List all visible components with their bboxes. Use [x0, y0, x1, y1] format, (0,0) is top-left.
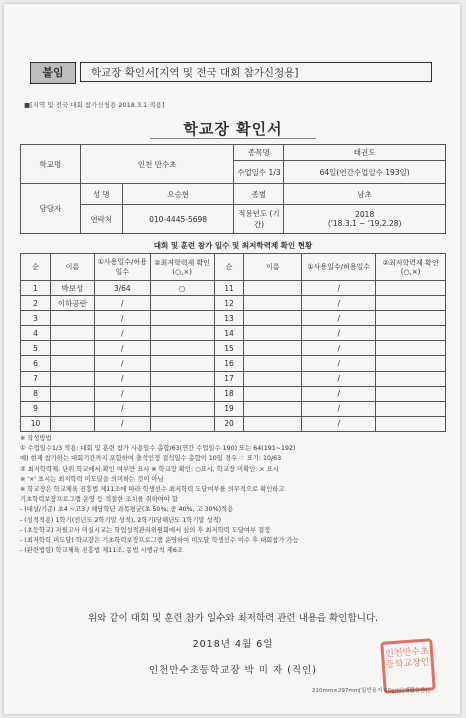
cell-name: [244, 386, 302, 401]
days-value: 64일(연간수업일수 193일): [284, 161, 446, 184]
days-label: 수업일수 1/3: [234, 161, 284, 184]
year-label: 적용년도 (기간): [234, 205, 284, 234]
cell-no: 14: [214, 326, 244, 341]
cell-no: 19: [214, 401, 244, 416]
table-row: [21, 311, 446, 326]
cell-no: 13: [214, 311, 244, 326]
cell-no: 4: [21, 326, 51, 341]
cell-no: 17: [214, 371, 244, 386]
cell-name: 박보성: [50, 281, 94, 296]
note-line: ※ '×' 표시는 최저학력 미도달을 의미하는 것이 아님: [20, 475, 164, 483]
cell-no: 9: [21, 401, 51, 416]
cell-days: /: [94, 356, 150, 371]
cell-name: [244, 371, 302, 386]
status-table: [20, 253, 446, 432]
note-line: - (대상/기준) 초4 ~고3 / 해당학년 과목평균(초 50%, 중 40%, 고 30%)적용: [20, 506, 234, 514]
cell-name: [244, 311, 302, 326]
col-days: ①사용일수/허용일수: [302, 254, 376, 281]
cell-name: [50, 401, 94, 416]
cell-no: 3: [21, 311, 51, 326]
col-academic: ②최저학력제 확인(○,×): [150, 254, 214, 281]
form-subtitle: ■[지역 및 전국 대회 참가신청용 2018.3.1 적용]: [24, 101, 165, 109]
table-row: [21, 371, 446, 386]
school-value: 인천 만수초: [80, 145, 234, 184]
type-value: 남초: [284, 184, 446, 205]
cell-academic: [376, 356, 446, 371]
cell-academic: [150, 296, 214, 311]
cell-academic: [376, 311, 446, 326]
cell-no: 6: [21, 356, 51, 371]
cell-days: /: [302, 401, 376, 416]
col-academic: ②최저학력제 확인(○,×): [376, 254, 446, 281]
title-underline: [150, 138, 316, 139]
cell-academic: [376, 281, 446, 296]
cell-name: [244, 356, 302, 371]
col-no: 순: [214, 254, 244, 281]
cell-no: 16: [214, 356, 244, 371]
cell-academic: [376, 371, 446, 386]
year-value: 2018: [355, 210, 375, 219]
year-cell: [284, 205, 446, 234]
cell-days: /: [94, 326, 150, 341]
col-days: ①사용일수/허용일수: [94, 254, 150, 281]
cell-no: 2: [21, 296, 51, 311]
cell-name: [244, 416, 302, 431]
confirmation-text: 위와 같이 대회 및 훈련 참가 일수와 최저학력 관련 내용을 확인합니다.: [87, 613, 379, 624]
official-seal-stamp: 인천만수초등학교장인: [380, 638, 436, 694]
year-period: ('18.3.1 ~ '19.2.28): [327, 219, 402, 228]
note-line: - (관련법령) 학교체육 진흥법 제11조, 동법 시행규칙 제6조: [20, 547, 183, 555]
manager-label: 담당자: [21, 184, 81, 234]
col-no: 순: [21, 254, 51, 281]
cell-no: 15: [214, 341, 244, 356]
cell-days: /: [302, 326, 376, 341]
type-label: 종별: [234, 184, 284, 205]
cell-no: 20: [214, 416, 244, 431]
cell-academic: [150, 311, 214, 326]
cell-no: 12: [214, 296, 244, 311]
table-row: [21, 416, 446, 431]
cell-days: /: [94, 296, 150, 311]
cell-days: /: [302, 281, 376, 296]
cell-name: [244, 341, 302, 356]
cell-academic: [376, 326, 446, 341]
cell-name: [244, 281, 302, 296]
contact-label: 연락처: [80, 205, 122, 234]
cell-academic: [376, 416, 446, 431]
table-row: [21, 296, 446, 311]
cell-name: [50, 416, 94, 431]
date-text: 2018년 4월 6일: [192, 639, 274, 650]
cell-academic: [376, 401, 446, 416]
cell-days: /: [302, 311, 376, 326]
instructions: [20, 434, 450, 556]
document-title: 학교장 확인서: [183, 120, 283, 138]
header-title-box: 학교장 확인서[지역 및 전국 대회 참가신청용]: [80, 62, 432, 82]
cell-academic: [150, 326, 214, 341]
note-line: - (성적적용) 1학기(전년도 2학기말 성적), 2학기(당해년도 1학기말 성적): [20, 516, 222, 524]
section-title: 대회 및 훈련 참가 일수 및 최저학력제 확인 현황: [153, 241, 313, 250]
cell-name: [50, 386, 94, 401]
cell-days: /: [302, 356, 376, 371]
col-name: 이름: [50, 254, 94, 281]
cell-days: /: [94, 341, 150, 356]
note-line: - (최저학력 미도달) 학교장은 기초학력보장프로그램 운영하여 미도달 학생선수 이수 후 대회참가 가능: [20, 537, 299, 545]
cell-days: 3/64: [94, 281, 150, 296]
table-row: [21, 341, 446, 356]
cell-no: 5: [21, 341, 51, 356]
note-line: - (초등학교) 지필고사 미실시교는 학업성적관리위원회에서 심의 후 최저학력 도달여부 결정: [20, 526, 271, 534]
school-label: 학교명: [21, 145, 81, 184]
cell-no: 1: [21, 281, 51, 296]
cell-name: [50, 341, 94, 356]
cell-name: [50, 371, 94, 386]
col-name: 이름: [244, 254, 302, 281]
table-row: [21, 326, 446, 341]
table-row: [21, 281, 446, 296]
note-line: 예) 현재 참가하는 대회기간까지 포함하여 출석인정 결석일수 총합이 10일 경우 ☞ 표기: 10/63: [20, 455, 282, 463]
cell-academic: [150, 401, 214, 416]
note-line: ② 최저학력제: 단위 학교에서 확인 여부만 표시 ※ 학교장 확인: ○표시, 학교장 미확인: × 표시: [20, 465, 279, 473]
cell-name: [50, 356, 94, 371]
table-row: [21, 386, 446, 401]
cell-name: [50, 326, 94, 341]
cell-days: /: [94, 401, 150, 416]
cell-name: 이하공란: [50, 296, 94, 311]
cell-days: /: [302, 416, 376, 431]
cell-no: 18: [214, 386, 244, 401]
cell-academic: [150, 341, 214, 356]
table-row: [21, 401, 446, 416]
cell-academic: [150, 416, 214, 431]
cell-days: /: [94, 386, 150, 401]
cell-name: [50, 311, 94, 326]
name-value: 오승현: [122, 184, 234, 205]
event-value: 태권도: [284, 145, 446, 161]
cell-name: [244, 401, 302, 416]
cell-name: [244, 326, 302, 341]
table-row: [21, 356, 446, 371]
cell-academic: [150, 386, 214, 401]
cell-academic: [376, 386, 446, 401]
cell-academic: [150, 356, 214, 371]
cell-days: /: [94, 371, 150, 386]
contact-value: 010-4445-5698: [122, 205, 234, 234]
note-line: ① 수업일수1/3 적용: 대회 및 훈련 참가 사용일수 총합/63(연간 수업일수 190) 또는 64(191~192): [20, 445, 296, 453]
name-label: 성 명: [80, 184, 122, 205]
cell-no: 8: [21, 386, 51, 401]
event-label: 종목명: [234, 145, 284, 161]
cell-days: /: [302, 296, 376, 311]
cell-name: [244, 296, 302, 311]
paper-spec: 210mm×297mm[일반용지 60g/㎡(재활용품)]: [312, 688, 430, 694]
cell-academic: [150, 371, 214, 386]
cell-no: 11: [214, 281, 244, 296]
cell-days: /: [94, 416, 150, 431]
cell-academic: [376, 341, 446, 356]
note-line: ※ 작성방법: [20, 435, 52, 442]
cell-days: /: [302, 386, 376, 401]
info-table: [20, 144, 446, 234]
note-line: ※ 학교장은 학교체육 진흥법 제11조에 따라 학생선수 최저학력 도달여부를 의무적으로 확인하고: [20, 486, 285, 494]
cell-days: /: [94, 311, 150, 326]
note-line: 기초학력보장프로그램 운영 등 적절한 조치를 취하여야 함: [20, 496, 178, 504]
signer-text: 인천만수초등학교장 박 미 자 (직인): [149, 665, 317, 676]
cell-days: /: [302, 341, 376, 356]
cell-no: 10: [21, 416, 51, 431]
cell-days: /: [302, 371, 376, 386]
cell-academic: [376, 296, 446, 311]
header-tag: 붙임: [30, 62, 76, 84]
cell-no: 7: [21, 371, 51, 386]
cell-academic: ○: [150, 281, 214, 296]
